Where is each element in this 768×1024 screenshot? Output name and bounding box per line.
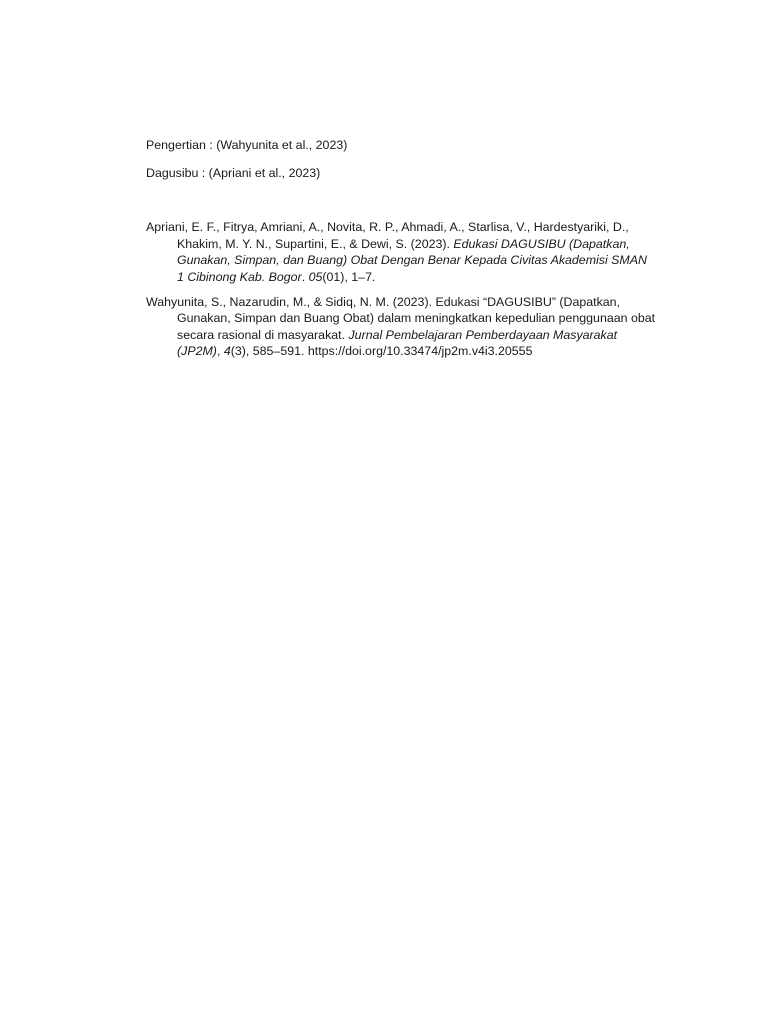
reference-volume: 4: [223, 344, 231, 359]
reference-entry: [146, 294, 656, 360]
reference-title: Edukasi DAGUSIBU (Dapatkan, Gunakan, Simpan, dan Buang) Obat Dengan Benar Kepada Civitas Akademisi SMAN 1 Cibinong Kab. Bogor: [177, 236, 647, 284]
in-text-citation: Dagusibu : (Apriani et al., 2023): [146, 165, 321, 180]
reference-separator: .: [301, 269, 309, 284]
spacer: [146, 192, 656, 219]
reference-issue-pages-doi: (3), 585–591. https://doi.org/10.33474/jp2m.v4i3.20555: [230, 344, 533, 359]
reference-separator: ,: [216, 344, 224, 359]
reference-authors-year: Apriani, E. F., Fitrya, Amriani, A., Novita, R. P., Ahmadi, A., Starlisa, V., Hardestyariki, D., Khakim, M. Y. N., Supartini, E., & Dewi, S. (2023).: [146, 220, 629, 251]
reference-authors-year: Wahyunita, S., Nazarudin, M., & Sidiq, N. M. (2023). Edukasi “DAGUSIBU” (Dapatkan, Gunakan, Simpan dan Buang Obat) dalam meningkatkan kepedulian penggunaan obat secara rasional di masyarakat.: [146, 294, 656, 342]
reference-journal: Jurnal Pembelajaran Pemberdayaan Masyarakat (JP2M): [177, 327, 618, 359]
reference-entry: [146, 219, 656, 285]
in-text-citation: Pengertian : (Wahyunita et al., 2023): [146, 138, 348, 152]
reference-issue-pages: (01), 1–7.: [322, 269, 376, 284]
document-body: [146, 137, 656, 368]
reference-volume: 05: [308, 269, 323, 284]
